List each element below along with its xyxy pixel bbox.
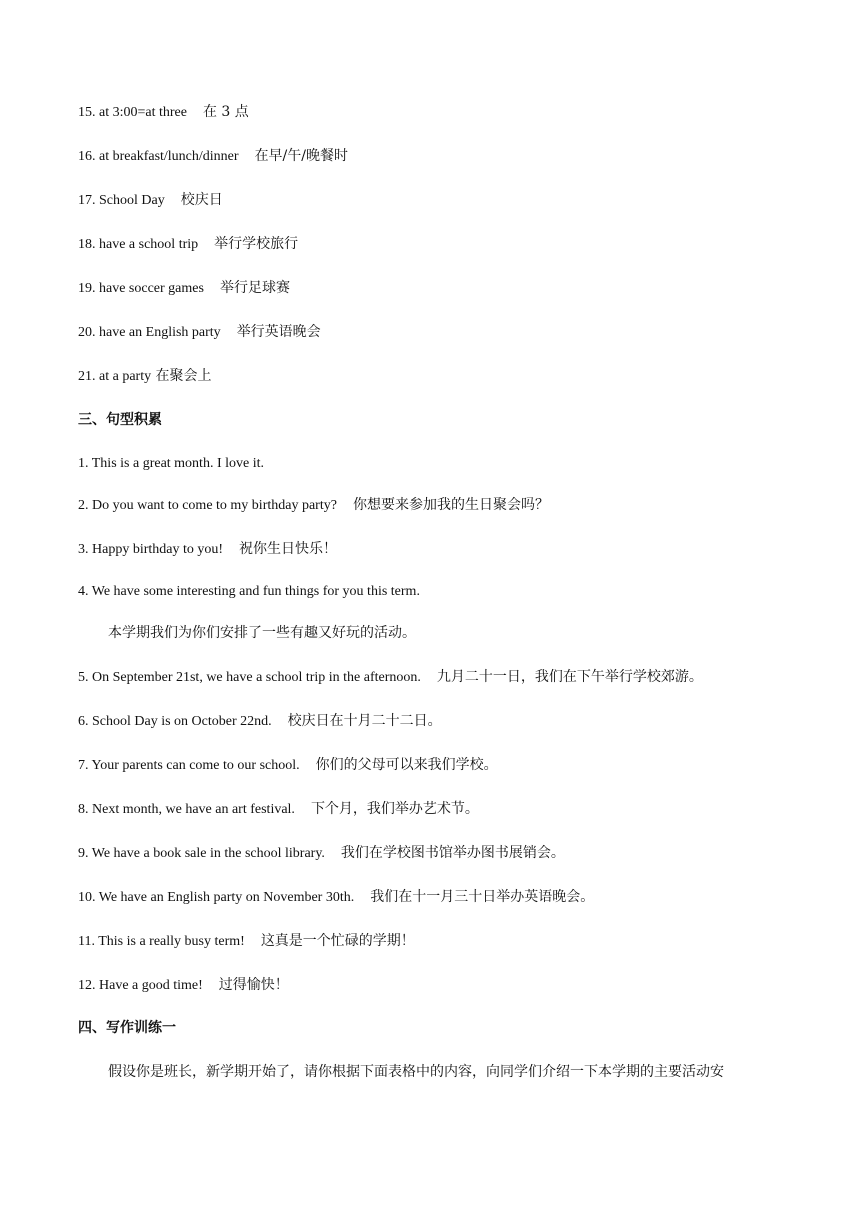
writing-prompt: 假设你是班长，新学期开始了，请你根据下面表格中的内容，向同学们介绍一下本学期的主要活动安 xyxy=(108,1064,724,1080)
vocab-item xyxy=(78,103,820,122)
sentence-english: 7. Your parents can come to our school. xyxy=(78,758,300,773)
sentence-chinese: 你们的父母可以来我们学校。 xyxy=(315,757,498,773)
section-heading-writing: 四、写作训练一 xyxy=(78,1020,176,1036)
vocab-chinese: 在早/午/晚餐时 xyxy=(254,148,348,164)
sentence-item xyxy=(78,932,820,951)
sentence-item xyxy=(78,540,820,559)
vocab-item xyxy=(78,279,820,298)
sentence-chinese: 过得愉快！ xyxy=(218,977,289,993)
sentence-english: 12. Have a good time! xyxy=(78,978,203,993)
vocab-chinese: 举行学校旅行 xyxy=(214,236,299,252)
vocab-item xyxy=(78,367,820,386)
sentence-chinese: 本学期我们为你们安排了一些有趣又好玩的活动。 xyxy=(108,625,416,641)
sentence-english: 3. Happy birthday to you! xyxy=(78,542,224,557)
sentence-english: 6. School Day is on October 22nd. xyxy=(78,714,272,729)
vocab-item xyxy=(78,323,820,342)
sentence-chinese: 校庆日在十月二十二日。 xyxy=(287,713,442,729)
section-heading-sentences: 三、句型积累 xyxy=(78,412,162,428)
vocab-english: 17. School Day xyxy=(78,193,165,208)
sentence-chinese: 下个月，我们举办艺术节。 xyxy=(310,801,479,817)
vocab-item xyxy=(78,147,820,166)
vocab-english: 20. have an English party xyxy=(78,325,221,340)
sentence-item xyxy=(78,582,820,601)
sentence-english: 9. We have a book sale in the school library. xyxy=(78,846,325,861)
sentence-english: 10. We have an English party on November 30th. xyxy=(78,890,355,905)
sentence-chinese: 九月二十一日，我们在下午举行学校郊游。 xyxy=(436,669,703,685)
sentence-english: 2. Do you want to come to my birthday party? xyxy=(78,498,337,513)
vocab-english: 16. at breakfast/lunch/dinner xyxy=(78,149,239,164)
vocab-english: 21. at a party xyxy=(78,369,152,384)
vocab-item xyxy=(78,235,820,254)
sentence-chinese: 我们在学校图书馆举办图书展销会。 xyxy=(340,845,565,861)
vocab-chinese: 举行足球赛 xyxy=(219,280,290,296)
sentence-item xyxy=(78,496,820,515)
vocab-english: 15. at 3:00=at three xyxy=(78,105,187,120)
sentence-item xyxy=(78,800,820,819)
vocab-chinese: 在 3 点 xyxy=(202,104,249,120)
sentence-english: 5. On September 21st, we have a school trip in the afternoon. xyxy=(78,670,421,685)
sentence-chinese: 你想要来参加我的生日聚会吗？ xyxy=(352,497,549,513)
sentence-english: 1. This is a great month. I love it. xyxy=(78,456,264,471)
sentence-translation xyxy=(108,624,820,642)
vocab-chinese: 校庆日 xyxy=(180,192,223,208)
sentence-chinese: 祝你生日快乐！ xyxy=(239,541,338,557)
sentence-chinese: 我们在十一月三十日举办英语晚会。 xyxy=(370,889,595,905)
vocab-english: 19. have soccer games xyxy=(78,281,204,296)
vocab-item xyxy=(78,191,820,210)
sentence-english: 8. Next month, we have an art festival. xyxy=(78,802,295,817)
sentence-english: 11. This is a really busy term! xyxy=(78,934,245,949)
sentence-item xyxy=(78,844,820,863)
vocab-chinese: 举行英语晚会 xyxy=(236,324,321,340)
sentence-item xyxy=(78,454,820,473)
vocab-chinese: 在聚会上 xyxy=(155,368,212,384)
vocab-english: 18. have a school trip xyxy=(78,237,199,252)
sentence-item xyxy=(78,712,820,731)
sentence-item xyxy=(78,756,820,775)
sentence-english: 4. We have some interesting and fun things for you this term. xyxy=(78,584,420,599)
sentence-chinese: 这真是一个忙碌的学期！ xyxy=(260,933,415,949)
sentence-item xyxy=(78,668,820,687)
sentence-item xyxy=(78,976,820,995)
sentence-item xyxy=(78,888,820,907)
